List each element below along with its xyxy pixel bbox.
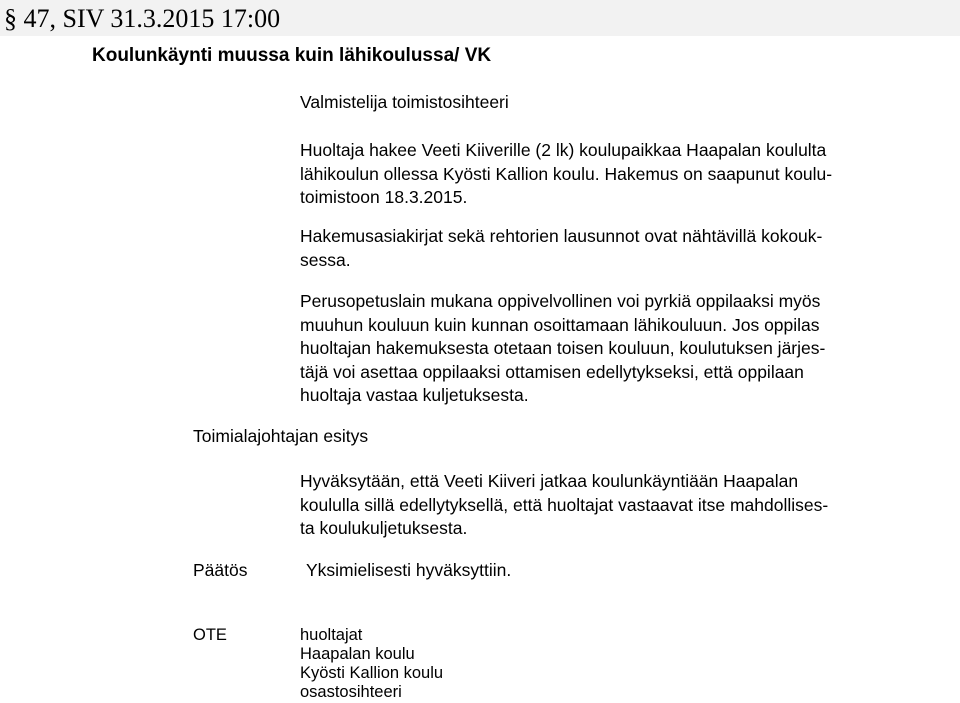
preparer-line: Valmistelija toimistosihteeri [300, 92, 509, 112]
proposal-line: ta koulukuljetuksesta. [300, 518, 468, 538]
paragraph-line: huoltaja vastaa kuljetuksesta. [300, 385, 529, 405]
proposal-line: koululla sillä edellytyksellä, että huoltajat vastaavat itse mahdollises- [300, 494, 829, 515]
ote-recipient: osastosihteeri [300, 683, 402, 701]
ote-label: OTE [193, 626, 227, 644]
paragraph-line: muuhun kouluun kuin kunnan osoittamaan lähikouluun. Jos oppilas [300, 314, 820, 335]
ote-recipient: Haapalan koulu [300, 645, 415, 663]
paragraph-line: huoltajan hakemuksesta otetaan toisen kouluun, koulutuksen järjes- [300, 338, 826, 358]
paragraph-application [300, 139, 832, 210]
document-title: Koulunkäynti muussa kuin lähikoulussa/ VK [92, 45, 492, 66]
ote-recipient: huoltajat [300, 626, 363, 644]
paragraph-line: Perusopetuslain mukana oppivelvollinen voi pyrkiä oppilaaksi myös [300, 291, 821, 311]
paragraph-documents [300, 225, 822, 272]
decision-text: Yksimielisesti hyväksyttiin. [306, 560, 512, 580]
paragraph-line: Huoltaja hakee Veeti Kiiverille (2 lk) koulupaikkaa Haapalan koululta [300, 140, 827, 160]
paragraph-line: lähikoulun ollessa Kyösti Kallion koulu. Hakemus on saapunut koulu- [300, 163, 833, 184]
proposal-text [300, 470, 828, 541]
ote-recipient: Kyösti Kallion koulu [300, 664, 444, 682]
paragraph-law [300, 290, 825, 408]
paragraph-line: Hakemusasiakirjat sekä rehtorien lausunnot ovat nähtävillä kokouk- [300, 226, 823, 246]
ote-recipient-list [300, 626, 443, 702]
proposal-line: Hyväksytään, että Veeti Kiiveri jatkaa koulunkäyntiään Haapalan [300, 471, 799, 491]
decision-label: Päätös [193, 560, 248, 580]
paragraph-line: toimistoon 18.3.2015. [300, 187, 468, 207]
paragraph-line: täjä voi asettaa oppilaaksi ottamisen edellytykseksi, että oppilaan [300, 361, 804, 382]
section-heading: § 47, SIV 31.3.2015 17:00 [4, 4, 281, 33]
proposal-label: Toimialajohtajan esitys [193, 426, 369, 446]
paragraph-line: sessa. [300, 249, 351, 270]
